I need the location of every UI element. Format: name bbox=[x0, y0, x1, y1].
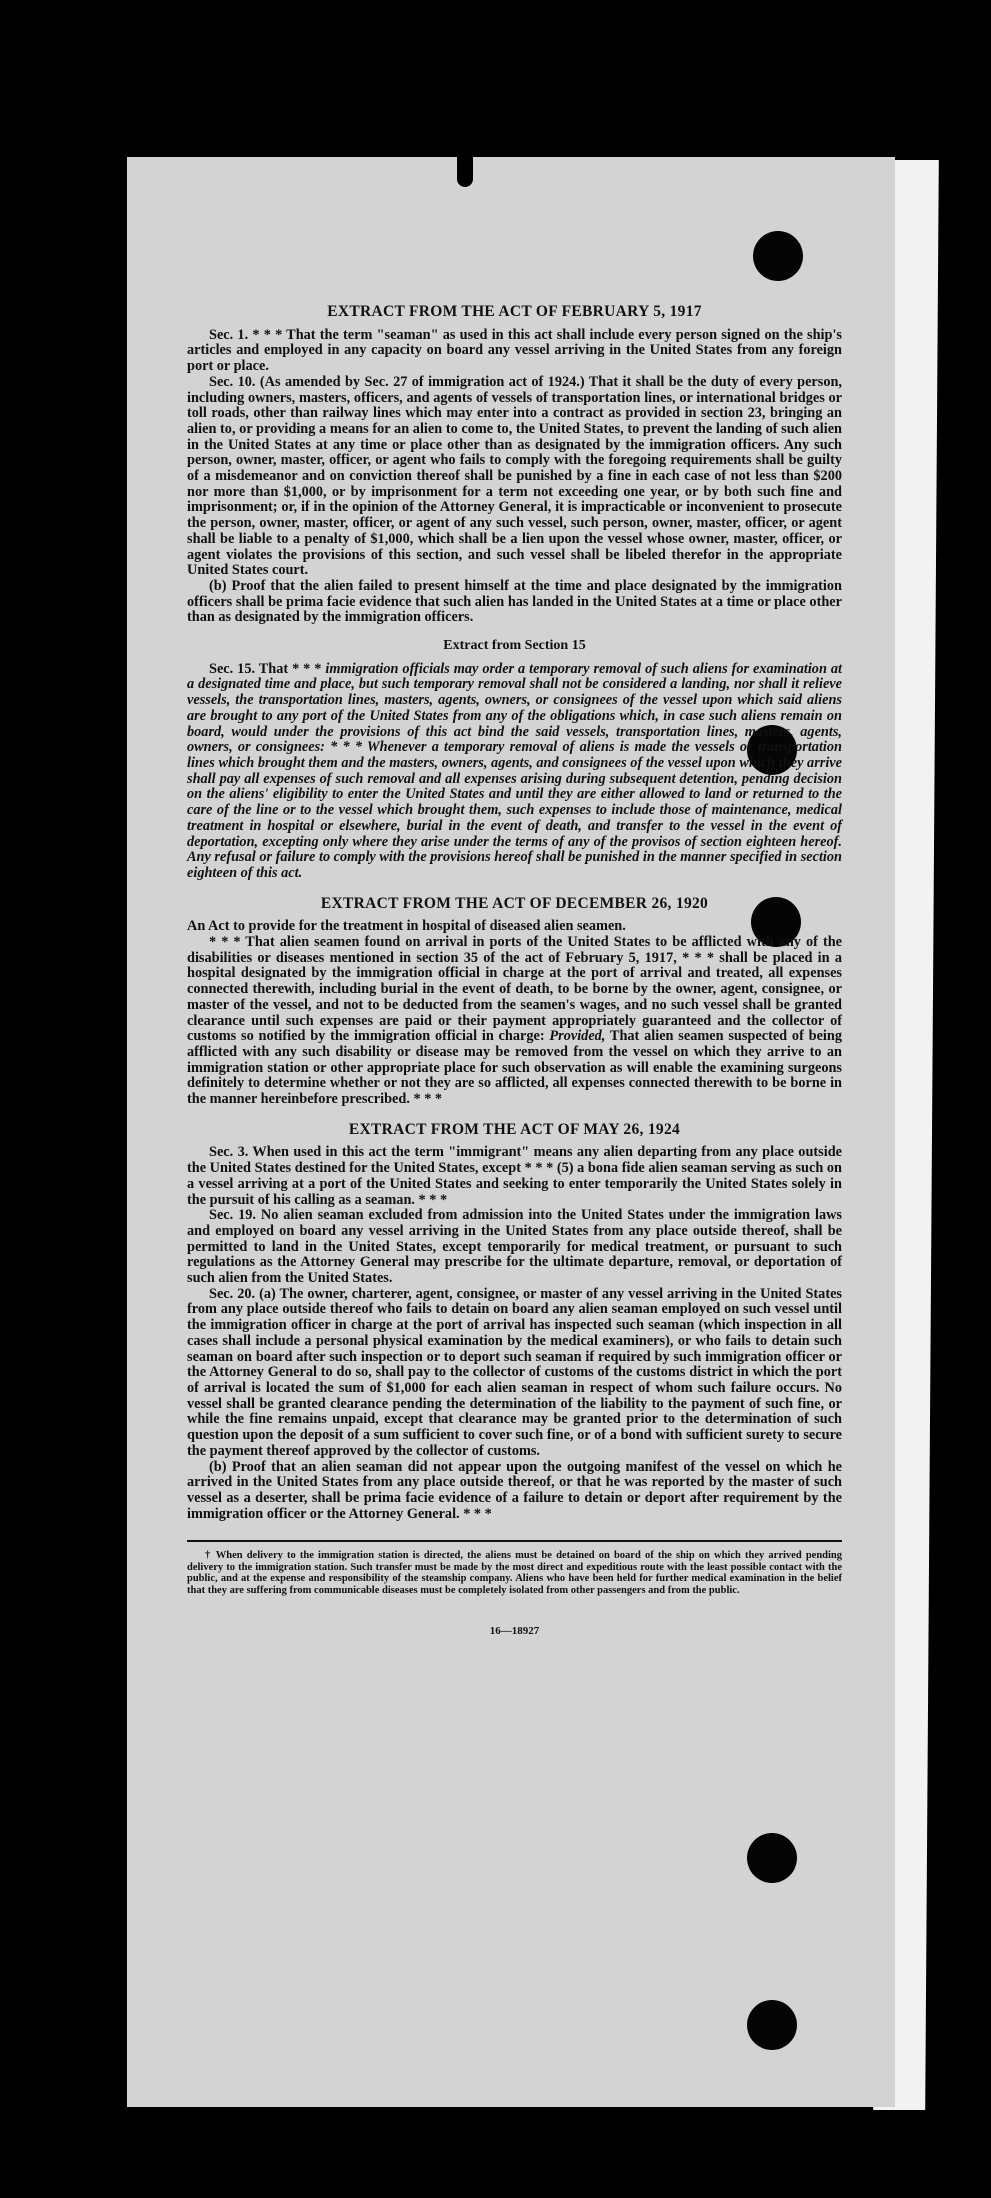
title-heading: EXTRACT FROM THE ACT OF FEBRUARY 5, 1917 bbox=[327, 303, 702, 320]
section-20: Sec. 20. (a) The owner, charterer, agent, consignee, or master of any vessel arriving in the United States from any place outside thereof who fails to detain on board any alien seaman employed on such vessel until the immigration officer in charge at the port of arrival has inspected such seaman (which inspection in all cases shall include a personal physical examination by the medical examiners), or who fails to detain such seaman on board after such inspection or to deport such seaman if required by such immigration officer or the Attorney General to do so, shall pay to the collector of customs of the customs district in which the port of arrival is located the sum of $1,000 for each alien seaman in respect of whom such failure occurs. No vessel shall be granted clearance pending the determination of the liability to the payment of such fine, or while the fine remains unpaid, except that clearance may be granted prior to the determination of such question upon the deposit of a sum sufficient to cover such fine, or of a bond with sufficient surety to secure the payment thereof approved by the collector of customs. bbox=[187, 1285, 842, 1459]
punch-hole bbox=[753, 231, 803, 281]
act-1920-lead: An Act to provide for the treatment in hospital of diseased alien seamen. bbox=[187, 918, 626, 935]
section-15-text: immigration officials may order a temporary removal of such aliens for examination at a designated time and place, but such temporary removal shall not be considered a landing, nor shall it relieve vessels, the transportation lines, masters, agents, owners, or consignees of the vessel upon which said aliens are brought to any port of the United States from any of the obligations which, in case such aliens remain on board, would under the provisions of this act bind the said vessels, transportation lines, masters, agents, owners, or consignees: * * * Whenever a temporary removal of aliens is made the vessels or transportation lines which brought them and the masters, owners, agents, and consignees of the vessel upon which they arrive shall pay all expenses of such removal and all expenses arising during subsequent detention, pending decision on the aliens' eligibility to enter the United States and until they are either allowed to land or returned to the care of the line or to the vessel which brought them, such expenses to include those of maintenance, medical treatment in hospital or elsewhere, burial in the event of death, and transfer to the vessel in the event of deportation, excepting only where they arise under the terms of any of the provisos of section eighteen hereof. Any refusal or failure to comply with the provisions hereof shall be punished in the manner specified in section eighteen of this act. bbox=[187, 660, 842, 881]
punch-hole bbox=[747, 2000, 797, 2050]
section-20b: (b) Proof that an alien seaman did not appear upon the outgoing manifest of the vessel on which he arrived in the United States from any place outside thereof, or that he was reported by the master of such vessel as a deserter, shall be prima facie evidence of a failure to detain or deport after requirement by the immigration officer or the Attorney General. * * * bbox=[187, 1458, 842, 1522]
act-1920-pre: * * * That alien seamen found on arrival in ports of the United States to be afflicted with any of the disabilities or diseases mentioned in section 35 of the act of February 5, 1917, * * * shall be placed in a hospital designated by the immigration official in charge at the port of arrival and treated, all expenses connected therewith, including burial in the event of death, to be borne by the owner, agent, consignee, or master of the vessel, and not to be deducted from the seamen's wages, and no such vessel shall be granted clearance until such expenses are paid or their payment appropriately guaranteed and the collector of customs so notified by the immigration official in charge: bbox=[187, 934, 842, 1045]
footnote-divider bbox=[187, 1540, 842, 1542]
footnote: † When delivery to the immigration station is directed, the aliens must be detained on board of the ship on which they arrived pending delivery to the immigration station. Such transfer must be made by the most direct and expeditious route with the least possible contact with the public, and at the expense and responsibility of the steamship company. Aliens who have been held for further medical examination in the belief that they are suffering from communicable diseases must be completely isolated from other passengers and from the public. bbox=[187, 1550, 842, 1596]
section-10: Sec. 10. (As amended by Sec. 27 of immigration act of 1924.) That it shall be the duty of every person, including owners, masters, officers, and agents of vessels of transportation lines, or international bridges or toll roads, other than railway lines which may enter into a contract as provided in section 23, bringing an alien to, or providing a means for an alien to come to, the United States, to prevent the landing of such alien in the United States at any time or place other than as designated by the immigration officers. Any such person, owner, master, officer, or agent who fails to comply with the foregoing requirements shall be guilty of a misdemeanor and on conviction thereof shall be punished by a fine in each case of not less than $200 nor more than $1,000, or by imprisonment for a term not exceeding one year, or by both such fine and imprisonment; or, if in the opinion of the Attorney General, it is impracticable or inconvenient to prosecute the person, owner, master, officer, or agent of any such vessel, such person, owner, master, officer, or agent shall be liable to a penalty of $1,000, which shall be a lien upon the vessel whose owner, master, officer, or agent violates the provisions of this section, and such vessel shall be libeled therefor in the appropriate United States court. bbox=[187, 373, 842, 579]
section-1: Sec. 1. * * * That the term "seaman" as used in this act shall include every person signed on the ship's articles and employed in any capacity on board any vessel arriving in the United States from any foreign port or place. bbox=[187, 326, 842, 375]
document-text bbox=[187, 304, 842, 1640]
act-1920-provided: Provided, bbox=[549, 1028, 606, 1045]
paper-tear bbox=[457, 157, 473, 187]
document-page bbox=[127, 157, 895, 2107]
section-19: Sec. 19. No alien seaman excluded from admission into the United States under the immigration laws and employed on board any vessel arriving in the United States from any place outside thereof, shall be permitted to land in the United States, except temporarily for medical treatment, or pursuant to such regulations as the Attorney General may prescribe for the ultimate departure, removal, or deportation of such alien from the United States. bbox=[187, 1207, 842, 1287]
punch-hole bbox=[747, 1833, 797, 1883]
section-15 bbox=[187, 662, 842, 882]
form-number: 16—18927 bbox=[489, 1625, 540, 1638]
act-1920-post: That alien seamen suspected of being afflicted with any such disability or disease may be removed from the vessel on which they arrive to an immigration station or other appropriate place for such observation as will enable the examining surgeons definitely to determine whether or not they are so afflicted, all expenses connected therewith to be borne in the manner hereinbefore prescribed. * * * bbox=[187, 1028, 842, 1108]
section-15-heading: Extract from Section 15 bbox=[443, 638, 586, 654]
section-15-lead: Sec. 15. That * * * bbox=[209, 660, 326, 677]
section-10b: (b) Proof that the alien failed to present himself at the time and place designated by the immigration officers shall be prima facie evidence that such alien has landed in the United States at a time or place other than as designated by the immigration officers. bbox=[187, 577, 842, 626]
act-1920-text bbox=[187, 935, 842, 1108]
heading-1920: EXTRACT FROM THE ACT OF DECEMBER 26, 1920 bbox=[320, 894, 709, 912]
heading-1924: EXTRACT FROM THE ACT OF MAY 26, 1924 bbox=[348, 1120, 681, 1138]
section-3: Sec. 3. When used in this act the term "immigrant" means any alien departing from any place outside the United States destined for the United States, except * * * (5) a bona fide alien seaman serving as such on a vessel arriving at a port of the United States and seeking to enter temporarily the United States solely in the pursuit of his calling as a seaman. * * * bbox=[187, 1144, 842, 1208]
